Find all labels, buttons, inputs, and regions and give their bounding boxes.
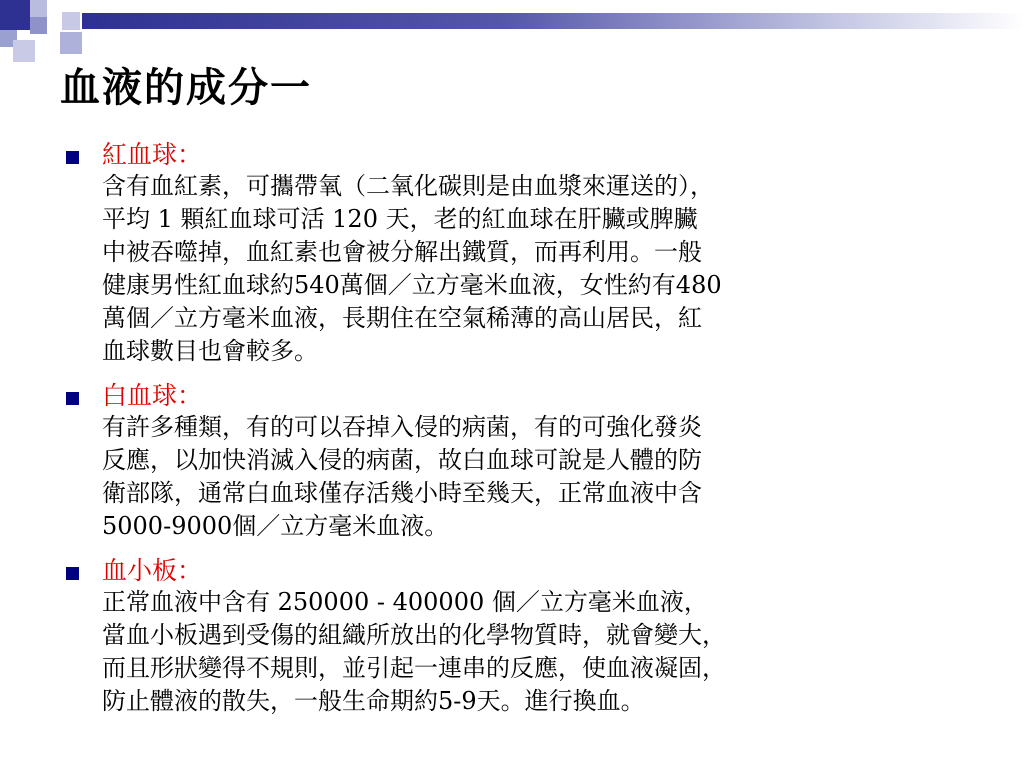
corner-square-decoration <box>30 0 47 17</box>
text-line: 有許多種類，有的可以吞掉入侵的病菌，有的可強化發炎 <box>102 413 702 441</box>
square-bullet-icon <box>66 567 79 580</box>
bullet-item-white-blood-cells <box>62 381 1002 543</box>
text-line: 5000-9000個／立方毫米血液。 <box>102 512 449 540</box>
text-line: 衛部隊，通常白血球僅存活幾小時至幾天，正常血液中含 <box>102 479 702 507</box>
text-line: 中被吞噬掉，血紅素也會被分解出鐵質，而再利用。一般 <box>102 238 702 266</box>
corner-square-decoration <box>30 17 47 34</box>
item-label: 血小板： <box>102 556 203 585</box>
bullet-item-platelets <box>62 556 1002 718</box>
text-line: 含有血紅素，可攜帶氧（二氧化碳則是由血漿來運送的）， <box>102 172 714 200</box>
corner-square-decoration <box>60 32 82 54</box>
text-line: 防止體液的散失，一般生命期約5-9天。進行換血。 <box>102 687 645 715</box>
item-description <box>102 586 992 718</box>
text-line: 血球數目也會較多。 <box>102 337 318 365</box>
corner-square-decoration <box>0 0 30 30</box>
header-gradient-bar <box>82 13 1024 29</box>
square-bullet-icon <box>66 151 79 164</box>
slide-title: 血液的成分一 <box>60 64 312 111</box>
item-description <box>102 411 992 543</box>
text-line: 而且形狀變得不規則，並引起一連串的反應，使血液凝固， <box>102 654 726 682</box>
corner-square-decoration <box>13 40 35 62</box>
text-line: 平均 1 顆紅血球可活 120 天，老的紅血球在肝臟或脾臟 <box>102 205 698 233</box>
square-bullet-icon <box>66 392 79 405</box>
text-line: 反應，以加快消滅入侵的病菌，故白血球可說是人體的防 <box>102 446 702 474</box>
text-line: 當血小板遇到受傷的組織所放出的化學物質時，就會變大， <box>102 621 726 649</box>
text-line: 正常血液中含有 250000 - 400000 個／立方毫米血液， <box>102 588 708 616</box>
corner-square-decoration <box>62 12 80 30</box>
item-description <box>102 170 992 368</box>
item-label: 紅血球： <box>102 140 203 169</box>
slide-content <box>62 140 1002 731</box>
text-line: 健康男性紅血球約540萬個／立方毫米血液，女性約有480 <box>102 271 722 299</box>
text-line: 萬個／立方毫米血液，長期住在空氣稀薄的高山居民，紅 <box>102 304 702 332</box>
item-label: 白血球： <box>102 381 203 410</box>
bullet-item-red-blood-cells <box>62 140 1002 368</box>
